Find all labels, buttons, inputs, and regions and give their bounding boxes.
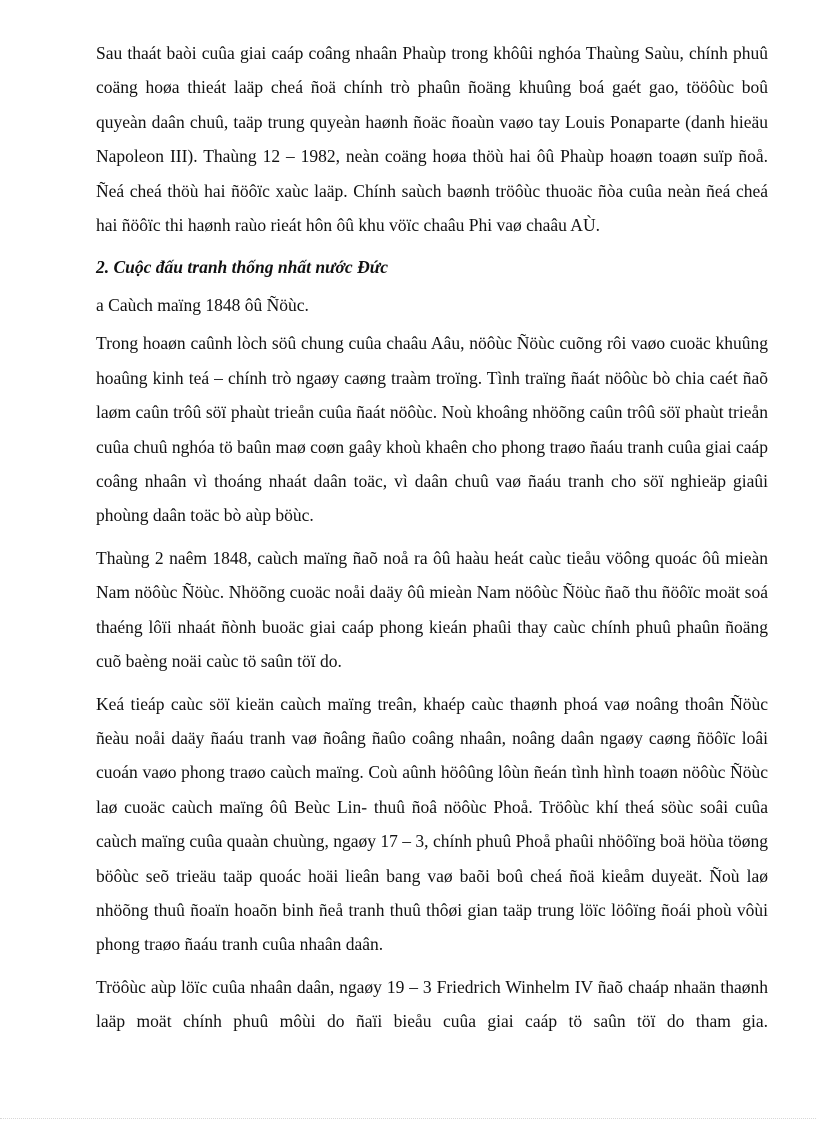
paragraph-napoleon-iii: Sau thaát baòi cuûa giai caáp coâng nhaân Phaùp trong khôûi nghóa Thaùng Saùu, chính phuû coäng hoøa thieát laäp cheá ñoä chính trò phaûn ñoäng khuûng boá gaét gao, tööôùc boû quyeàn daân chuû, taäp trung quyeàn haønh ñoäc ñoaùn vaøo tay Louis Ponaparte (danh hieäu Napoleon III). Thaùng 12 – 1982, neàn coäng hoøa thöù hai ôû Phaùp hoaøn toaøn suïp ñoå. Ñeá cheá thöù hai ñöôïc xaùc laäp. Chính saùch baønh tröôùc thuoäc ñòa cuûa neàn ñeá cheá hai ñöôïc thi haønh raùo rieát hôn ôû khu vöïc chaâu Phi vaø chaâu AÙ.	[96, 43, 768, 236]
page-bottom-divider	[0, 1118, 816, 1119]
paragraph-february-1848: Thaùng 2 naêm 1848, caùch maïng ñaõ noå ra ôû haàu heát caùc tieåu vöông quoác ôû mieàn Nam nöôùc Ñöùc. Nhöõng cuoäc noåi daäy ôû mieàn Nam nöôùc Ñöùc ñaõ thu ñöôïc moät soá thaéng lôïi nhaát ñònh buoäc giai caáp phong kieán phaûi thay caùc chính phuû phaûn ñoäng cuõ baèng noäi caùc tö saûn töï do.	[96, 547, 768, 672]
subsection-heading: a Caùch maïng 1848 ôû Ñöùc.	[96, 295, 309, 316]
document-page	[96, 36, 768, 1047]
section-heading: 2. Cuộc đấu tranh thống nhất nước Đức	[96, 257, 388, 278]
paragraph-berlin-revolution: Keá tieáp caùc söï kieän caùch maïng treân, khaép caùc thaønh phoá vaø noâng thoân Ñöùc ñeàu noåi daäy ñaáu tranh vaø ñoâng ñaûo coâng nhaân, noâng daân ngaøy caøng ñöôïc loâi cuoán vaøo phong traøo caùch maïng. Coù aûnh höôûng lôùn ñeán tình hình toaøn nöôùc Ñöùc laø cuoäc caùch maïng ôû Beùc Lin- thuû ñoâ nöôùc Phoå. Tröôùc khí theá söùc soâi cuûa caùch maïng cuûa quaàn chuùng, ngaøy 17 – 3, chính phuû Phoå phaûi nhöôïng boä höùa töøng böôùc seõ trieäu taäp quoác hoäi lieân bang vaø baõi boû cheá ñoä kieåm duyeät. Ñoù laø nhöõng thuû ñoaïn hoaõn binh ñeå tranh thuû thôøi gian taäp trung löïc löôïng ñoái phoù vôùi phong traøo ñaáu tranh cuûa nhaân daân.	[96, 693, 768, 955]
paragraph-german-crisis: Trong hoaøn caûnh lòch söû chung cuûa chaâu Aâu, nöôùc Ñöùc cuõng rôi vaøo cuoäc khuûng hoaûng kinh teá – chính trò ngaøy caøng traàm troïng. Tình traïng ñaát nöôùc bò chia caét ñaõ laøm caûn trôû söï phaùt trieån cuûa ñaát nöôùc. Noù khoâng nhöõng caûn trôû söï phaùt trieån cuûa chuû nghóa tö baûn maø coøn gaây khoù khaên cho phong traøo ñaáu tranh cuûa giai caáp coâng nhaân vì thoáng nhaát daân toäc, vì daân chuû vaø ñaáu tranh cho söï nghieäp giaûi phoùng daân toäc bò aùp böùc.	[96, 333, 768, 526]
paragraph-friedrich-wilhelm: Tröôùc aùp löïc cuûa nhaân daân, ngaøy 19 – 3 Friedrich Winhelm IV ñaõ chaáp nhaän thaønh laäp moät chính phuû môùi do ñaïi bieåu cuûa giai caáp tö saûn töï do tham gia.	[96, 976, 768, 1032]
